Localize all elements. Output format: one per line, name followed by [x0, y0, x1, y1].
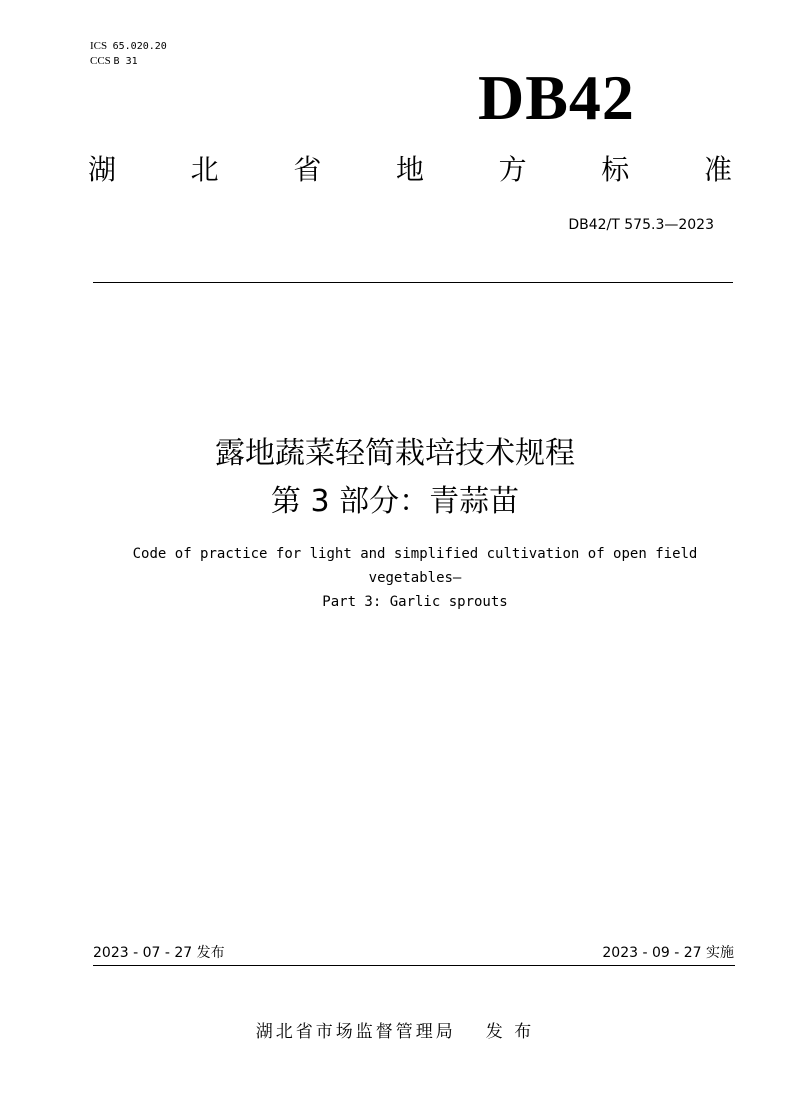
english-title-line-2: vegetables—	[368, 570, 462, 586]
standard-number: DB42/T 575.3—2023	[568, 217, 714, 233]
ics-line	[90, 39, 167, 54]
ccs-line	[90, 54, 167, 69]
bottom-divider	[93, 965, 735, 966]
publish-date: 2023 - 07 - 27 发布	[93, 945, 225, 961]
standard-code-mark: DB42	[478, 62, 635, 133]
ccs-label: CCS	[90, 55, 111, 67]
ccs-code: B 31	[113, 56, 138, 67]
standard-type-char: 地	[395, 153, 424, 186]
standard-type-char: 准	[703, 153, 732, 186]
standard-type-char: 湖	[88, 153, 117, 186]
standard-type-char: 方	[498, 153, 527, 186]
english-title-line-3: Part 3: Garlic sprouts	[322, 594, 508, 610]
top-divider	[93, 282, 733, 283]
ics-label: ICS	[90, 40, 108, 52]
issuer-name: 湖北省市场监督管理局	[255, 1022, 456, 1042]
title-line-2: 第 3 部分：青蒜苗	[270, 484, 520, 519]
classification-codes	[90, 39, 167, 69]
title-line-1: 露地蔬菜轻简栽培技术规程	[215, 436, 575, 471]
standard-type-char: 省	[293, 153, 322, 186]
issuer-action: 发 布	[485, 1022, 535, 1042]
standard-type-heading	[88, 150, 732, 190]
issuer-line	[0, 1017, 790, 1042]
implement-date: 2023 - 09 - 27 实施	[602, 945, 734, 961]
standard-type-char: 北	[190, 153, 219, 186]
standard-type-char: 标	[601, 153, 630, 186]
english-title-line-1: Code of practice for light and simplified cultivation of open field	[132, 546, 698, 562]
ics-code: 65.020.20	[112, 41, 167, 52]
